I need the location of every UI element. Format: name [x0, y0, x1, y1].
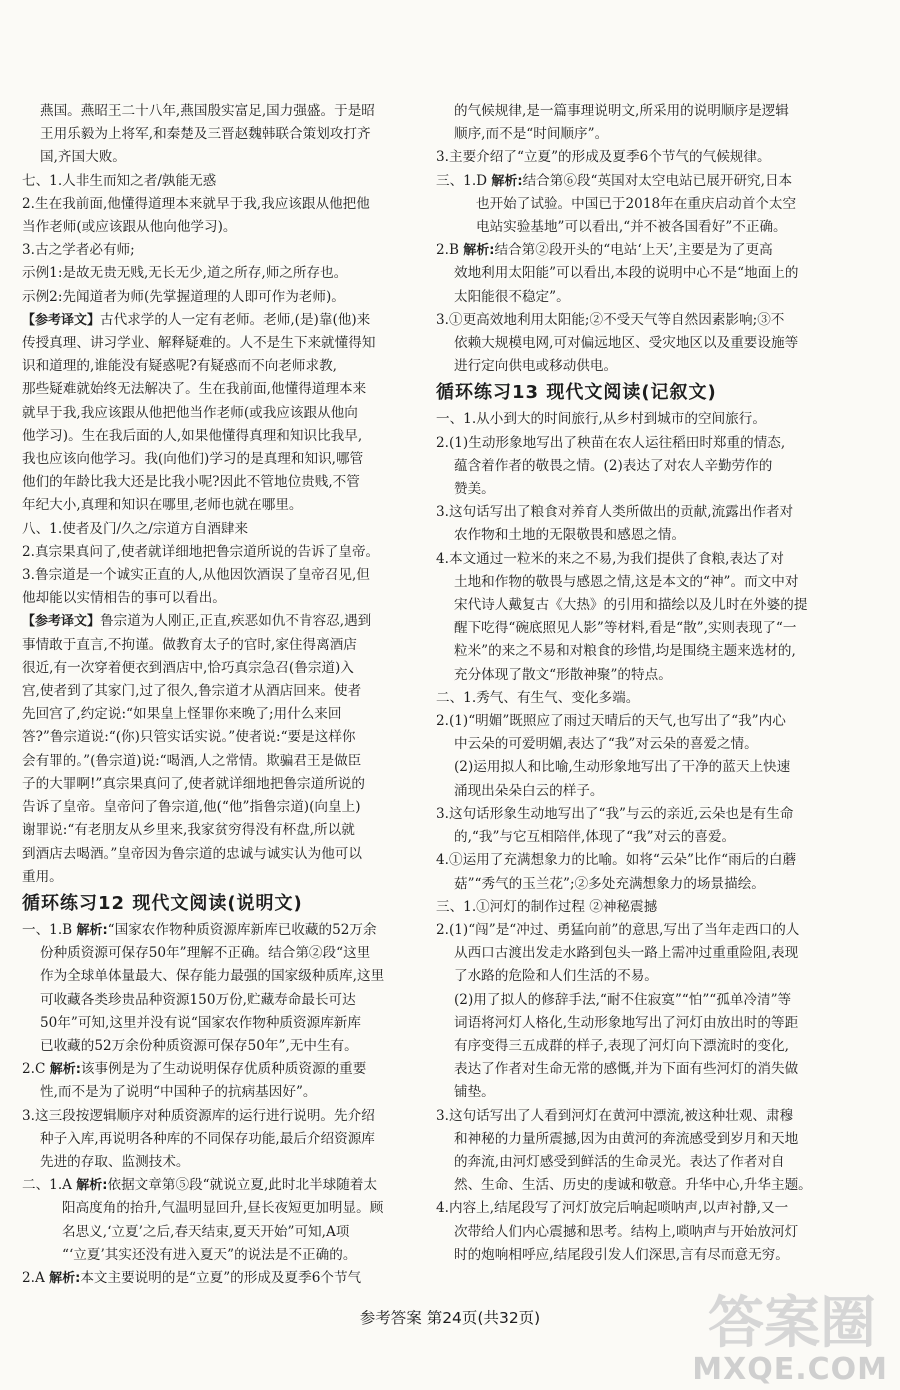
- text-line: [22, 919, 442, 942]
- label-tag: 【参考译文】: [22, 614, 101, 630]
- line-text: 该事例是为了生动说明保存优质种质资源的重要: [80, 1061, 367, 1078]
- text-line: [22, 448, 442, 471]
- text-line: [22, 610, 442, 633]
- text-line: [436, 123, 862, 146]
- section-heading: 循环练习12 现代文阅读(说明文): [22, 892, 303, 914]
- left-column: [22, 100, 442, 1290]
- line-text: 铺垫。: [454, 1084, 495, 1101]
- text-line: [22, 843, 442, 866]
- line-text: 中云朵的可爱明媚,表达了“我”对云朵的喜爱之情。: [454, 736, 758, 753]
- text-line: [436, 965, 862, 988]
- line-text: 有序变得三五成群的样子,表现了河灯向下漂流时的变化,: [454, 1037, 789, 1054]
- line-text: 4.①运用了充满想象力的比喻。如将“云朵”比作“雨后的白蘑: [436, 852, 797, 869]
- text-line: [436, 1105, 862, 1128]
- line-text: 重用。: [22, 868, 63, 885]
- line-text: 年纪大小,真理和知识在哪里,老师也就在哪里。: [22, 497, 303, 514]
- text-line: [436, 896, 862, 919]
- text-line: [436, 239, 862, 262]
- item-number: 2.A: [22, 1269, 50, 1286]
- text-line: [22, 100, 442, 123]
- line-text: 宫,使者到了其家门,过了很久,鲁宗道才从酒店回来。使者: [22, 683, 362, 700]
- item-number: 2.C: [22, 1061, 50, 1078]
- text-line: [22, 262, 442, 285]
- line-text: 可收藏各类珍贵品种资源150万份,贮藏寿命最长可达: [40, 991, 356, 1008]
- text-line: [436, 408, 862, 431]
- text-line: [436, 1174, 862, 1197]
- line-text: 了水路的危险和人们生活的不易。: [454, 968, 658, 985]
- line-text: 八、1.使者及门/久之/宗道方自酒肆来: [22, 520, 249, 537]
- text-line: [22, 1151, 442, 1174]
- line-text: 结合第②段开头的“电站‘上天’,主要是为了更高: [494, 242, 773, 259]
- text-line: [436, 262, 862, 285]
- svg-text:答案圈: 答案圈: [708, 1291, 876, 1356]
- line-text: 菇”“秀气的玉兰花”;②多处充满想象力的场景描绘。: [454, 875, 765, 892]
- line-text: 谢罪说:“有老朋友从乡里来,我家贫穷得没有杯盘,所以就: [22, 822, 355, 839]
- line-text: 本文主要说明的是“立夏”的形成及夏季6个节气: [80, 1269, 362, 1286]
- line-text: 然、生命、生活、历史的虔诚和敬意。升华中心,升华主题。: [454, 1177, 812, 1194]
- line-text: 3.古之学者必有师;: [22, 242, 135, 259]
- line-text: 种子入库,再说明各种库的不同保存功能,最后介绍资源库: [40, 1130, 375, 1147]
- text-line: [436, 100, 862, 123]
- text-line: [22, 680, 442, 703]
- text-line: [436, 873, 862, 896]
- line-text: 王用乐毅为上将军,和秦楚及三晋赵魏韩联合策划攻打齐: [40, 126, 371, 143]
- line-text: 先进的存取、监测技术。: [40, 1153, 190, 1170]
- text-line: [436, 989, 862, 1012]
- label-tag: 【参考译文】: [22, 312, 101, 328]
- line-text: 宋代诗人戴复古《大热》的引用和描绘以及儿时在外婆的提: [454, 597, 808, 614]
- text-line: [22, 750, 442, 773]
- line-text: 事情敢于直言,不拘谨。做教育太子的官时,家住得离酒店: [22, 636, 357, 653]
- text-line: [436, 617, 862, 640]
- line-text: 燕国。燕昭王二十八年,燕国殷实富足,国力强盛。于是昭: [40, 103, 375, 119]
- text-line: [436, 1081, 862, 1104]
- line-text: 的,“我”与它互相陪伴,体现了“我”对云的喜爱。: [454, 829, 736, 846]
- line-text: 3.这三段按逻辑顺序对种质资源库的运行进行说明。先介绍: [22, 1107, 375, 1124]
- text-line: [436, 1221, 862, 1244]
- text-line: [436, 478, 862, 501]
- text-line: [22, 286, 442, 309]
- label-tag: 解析:: [76, 922, 108, 938]
- line-text: 表达了作者对生命无常的感慨,并为下面有些河灯的消失做: [454, 1061, 799, 1078]
- line-text: 的气候规律,是一篇事理说明文,所采用的说明顺序是逻辑: [454, 103, 789, 119]
- line-text: 4.内容上,结尾段写了河灯放完后响起唢呐声,以声衬静,又一: [436, 1200, 789, 1217]
- line-text: 当作老师(或应该跟从他向他学习)。: [22, 219, 237, 236]
- line-text: 古代求学的人一定有老师。老师,(是)靠(他)来: [100, 311, 371, 328]
- line-text: 作为全球单体量最大、保存能力最强的国家级种质库,这里: [40, 968, 385, 985]
- line-text: 3.这句话形象生动地写出了“我”与云的亲近,云朵也是有生命: [436, 805, 794, 822]
- line-text: “国家农作物种质资源库新库已收藏的52万余: [107, 921, 377, 938]
- right-column: [436, 100, 862, 1267]
- line-text: 示例1:是故无贵无贱,无长无少,道之所存,师之所存也。: [22, 265, 348, 282]
- text-line: [436, 501, 862, 524]
- text-line: [22, 942, 442, 965]
- text-line: [22, 564, 442, 587]
- text-line: [436, 216, 862, 239]
- text-line: [436, 1151, 862, 1174]
- text-line: [436, 640, 862, 663]
- text-line: [22, 216, 442, 239]
- line-text: 农作物和土地的无限敬畏和感恩之情。: [454, 527, 686, 544]
- text-line: [436, 1197, 862, 1220]
- line-text: 赞美。: [454, 481, 495, 498]
- line-text: 他却能以实情相告的事可以看出。: [22, 590, 226, 607]
- line-text: 他学习)。生在我后面的人,如果他懂得真理和知识比我早,: [22, 427, 363, 444]
- line-text: 醒下吃得“碗底照见人影”等材料,看是“散”,实则表现了“一: [454, 620, 797, 637]
- line-text: 涌现出朵朵白云的样子。: [454, 782, 604, 799]
- text-line: [436, 193, 862, 216]
- line-text: 他们的年龄比我大还是比我小呢?因此不管地位贵贱,不管: [22, 474, 360, 491]
- text-line: [22, 1081, 442, 1104]
- text-line: [436, 594, 862, 617]
- label-tag: 解析:: [463, 243, 495, 259]
- section-heading: 循环练习13 现代文阅读(记叙文): [436, 382, 717, 404]
- line-text: 就早于我,我应该跟从他把他当作老师(或我应该跟从他向: [22, 404, 358, 421]
- line-text: “‘立夏’其实还没有进入夏天”的说法是不正确的。: [62, 1246, 357, 1263]
- line-text: 3.这句话写出了人看到河灯在黄河中漂流,被这种壮观、肃穆: [436, 1107, 794, 1124]
- line-text: 识和道理的,谁能没有疑惑呢?有疑惑而不向老师求教,: [22, 358, 337, 375]
- text-line: [22, 1267, 442, 1290]
- line-text: (2)运用拟人和比喻,生动形象地写出了干净的蓝天上快速: [454, 759, 791, 776]
- text-line: [22, 726, 442, 749]
- page-footer: 参考答案 第24页(共32页): [359, 1309, 541, 1327]
- text-line: [22, 402, 442, 425]
- text-line: [436, 756, 862, 779]
- line-text: 答?”鲁宗道说:“(你)只管实话实说。”使者说:“要是这样你: [22, 729, 356, 746]
- line-text: 依据文章第⑤段“就说立夏,此时北半球随着太: [107, 1177, 378, 1194]
- text-line: [22, 866, 442, 889]
- text-line: [436, 455, 862, 478]
- text-line: [22, 541, 442, 564]
- line-text: 粒米”的来之不易和对粮食的珍惜,均是围绕主题来选材的,: [454, 643, 796, 660]
- text-line: [22, 634, 442, 657]
- text-line: [22, 819, 442, 842]
- text-line: [22, 494, 442, 517]
- item-number: 一、1.B: [22, 921, 77, 938]
- line-text: 性,而不是为了说明“中国种子的抗病基因好”。: [40, 1084, 317, 1101]
- text-line: [436, 286, 862, 309]
- text-line: [22, 193, 442, 216]
- label-tag: 解析:: [49, 1062, 81, 1078]
- text-line: [436, 1058, 862, 1081]
- line-text: 一、1.从小到大的时间旅行,从乡村到城市的空间旅行。: [436, 411, 766, 428]
- text-line: [22, 146, 442, 169]
- line-text: 效地利用太阳能”可以看出,本段的说明中心不是“地面上的: [454, 265, 799, 282]
- text-line: [22, 239, 442, 262]
- line-text: 传授真理、讲习学业、解释疑难的。人不是生下来就懂得知: [22, 335, 376, 352]
- line-text: 也开始了试验。中国已于2018年在重庆启动首个太空: [476, 195, 797, 212]
- line-text: 蕴含着作者的敬畏之情。(2)表达了对农人辛勤劳作的: [454, 457, 773, 474]
- text-line: [22, 378, 442, 401]
- text-line: [22, 1128, 442, 1151]
- text-line: [22, 1058, 442, 1081]
- text-line: [436, 1035, 862, 1058]
- line-text: 会有罪的。”(鲁宗道)说:“喝酒,人之常情。欺骗君王是做臣: [22, 752, 362, 769]
- text-line: [22, 965, 442, 988]
- text-line: [436, 803, 862, 826]
- line-text: 3.①更高效地利用太阳能;②不受天气等自然因素影响;③不: [436, 311, 785, 328]
- line-text: 我也应该向他学习。我(向他们)学习的是真理和知识,哪管: [22, 451, 364, 468]
- line-text: 土地和作物的敬畏与感恩之情,这是本文的“神”。而文中对: [454, 573, 799, 590]
- line-text: 示例2:先闻道者为师(先掌握道理的人即可作为老师)。: [22, 288, 345, 305]
- line-text: 3.主要介绍了“立夏”的形成及夏季6个节气的气候规律。: [436, 149, 771, 166]
- text-line: [436, 780, 862, 803]
- line-text: 3.这句话写出了粮食对养育人类所做出的贡献,流露出作者对: [436, 504, 794, 521]
- line-text: 鲁宗道为人刚正,正直,疾恶如仇不肯容忍,遇到: [100, 613, 372, 630]
- text-line: [22, 425, 442, 448]
- line-text: 50年”可知,这里并没有说“国家农作物种质资源库新库: [40, 1014, 361, 1031]
- text-line: [22, 989, 442, 1012]
- text-line: [22, 657, 442, 680]
- line-text: 子的大罪啊!”真宗果真问了,使者就详细地把鲁宗道所说的: [22, 775, 365, 792]
- line-text: 阳高度角的抬升,气温明显回升,昼长夜短更加明显。顾: [62, 1200, 384, 1217]
- line-text: 电站实验基地”可以看出,“并不被各国看好”不正确。: [476, 219, 787, 236]
- text-line: [436, 919, 862, 942]
- text-line: [22, 1035, 442, 1058]
- text-line: [22, 1244, 442, 1267]
- text-line: [436, 432, 862, 455]
- text-line: [22, 796, 442, 819]
- text-line: [436, 1244, 862, 1267]
- line-text: 4.本文通过一粒米的来之不易,为我们提供了食粮,表达了对: [436, 550, 784, 567]
- item-number: 三、1.D: [436, 172, 492, 189]
- text-line: [436, 146, 862, 169]
- text-line: [22, 355, 442, 378]
- text-line: [22, 1221, 442, 1244]
- text-line: [22, 309, 442, 332]
- text-line: [436, 942, 862, 965]
- text-line: [436, 309, 862, 332]
- line-text: 2.(1)“明媚”既照应了雨过天晴后的天气,也写出了“我”内心: [436, 713, 786, 730]
- line-text: 很近,有一次穿着便衣到酒店中,恰巧真宗急召(鲁宗道)入: [22, 659, 354, 676]
- line-text: 2.(1)生动形象地写出了秧苗在农人运往稻田时郑重的情态,: [436, 434, 786, 451]
- line-text: 那些疑难就始终无法解决了。生在我前面,他懂得道理本来: [22, 381, 367, 398]
- line-text: 名思义,‘立夏’之后,春天结束,夏天开始”可知,A项: [62, 1223, 350, 1240]
- text-line: [22, 1174, 442, 1197]
- line-text: 顺序,而不是“时间顺序”。: [454, 126, 609, 143]
- text-line: [436, 1128, 862, 1151]
- text-line: [436, 571, 862, 594]
- line-text: 2.(1)“闯”是“冲过、勇猛向前”的意思,写出了当年走西口的人: [436, 921, 800, 938]
- line-text: 从西口古渡出发走水路到包头一路上需冲过重重险阻,表现: [454, 945, 799, 962]
- line-text: 国,齐国大败。: [40, 149, 126, 166]
- label-tag: 解析:: [49, 1270, 81, 1286]
- line-text: 七、1.人非生而知之者/孰能无惑: [22, 172, 217, 189]
- text-line: [22, 170, 442, 193]
- text-line: [436, 710, 862, 733]
- text-line: [436, 548, 862, 571]
- label-tag: 解析:: [76, 1178, 108, 1194]
- item-number: 二、1.A: [22, 1177, 77, 1194]
- text-line: [22, 332, 442, 355]
- line-text: 结合第⑥段“英国对太空电站已展开研究,日本: [522, 172, 793, 189]
- line-text: 已收藏的52万余份种质资源可保存50年”,无中生有。: [40, 1037, 358, 1054]
- line-text: 和神秘的力量所震撼,因为由黄河的奔流感受到岁月和天地: [454, 1130, 799, 1147]
- line-text: (2)用了拟人的修辞手法,“耐不住寂寞”“怕”“孤单冷清”等: [454, 991, 792, 1008]
- line-text: 词语将河灯人格化,生动形象地写出了河灯由放出时的等距: [454, 1014, 799, 1031]
- line-text: 2.真宗果真问了,使者就详细地把鲁宗道所说的告诉了皇帝。: [22, 543, 380, 560]
- line-text: 的奔流,由河灯感受到鲜活的生命灵光。表达了作者对自: [454, 1153, 785, 1170]
- line-text: 依赖大规模电网,可对偏远地区、受灾地区以及重要设施等: [454, 335, 799, 352]
- text-line: [436, 849, 862, 872]
- label-tag: 解析:: [491, 173, 523, 189]
- watermark-url: MXQE.COM: [692, 1352, 888, 1387]
- text-line: [22, 123, 442, 146]
- text-line: [22, 773, 442, 796]
- text-line: [22, 1197, 442, 1220]
- text-line: [436, 664, 862, 687]
- text-line: [436, 332, 862, 355]
- line-text: 先回宫了,约定说:“如果皇上怪罪你来晚了;用什么来回: [22, 706, 342, 723]
- line-text: 告诉了皇帝。皇帝问了鲁宗道,他(“他”指鲁宗道)(向皇上): [22, 799, 361, 816]
- line-text: 充分体现了散文“形散神聚”的特点。: [454, 666, 672, 683]
- line-text: 3.鲁宗道是一个诚实正直的人,从他因饮酒误了皇帝召见,但: [22, 567, 370, 584]
- text-line: [436, 170, 862, 193]
- line-text: 时的炮响相呼应,结尾段引发人们深思,言有尽而意无穷。: [454, 1246, 789, 1263]
- line-text: 三、1.①河灯的制作过程 ②神秘震撼: [436, 898, 658, 915]
- text-line: [436, 826, 862, 849]
- text-line: [22, 518, 442, 541]
- line-text: 2.生在我前面,他懂得道理本来就早于我,我应该跟从他把他: [22, 195, 370, 212]
- line-text: 份种质资源可保存50年”理解不正确。结合第②段“这里: [40, 945, 371, 962]
- text-line: [22, 1012, 442, 1035]
- text-line: [22, 587, 442, 610]
- line-text: 到酒店去喝酒。”皇帝因为鲁宗道的忠诚与诚实认为他可以: [22, 845, 362, 862]
- text-line: [22, 703, 442, 726]
- text-line: [436, 687, 862, 710]
- line-text: 次带给人们内心震撼和思考。结构上,唢呐声与开始放河灯: [454, 1223, 799, 1240]
- text-line: [436, 524, 862, 547]
- item-number: 2.B: [436, 242, 464, 259]
- text-line: [22, 1105, 442, 1128]
- text-line: [436, 733, 862, 756]
- text-line: [436, 1012, 862, 1035]
- line-text: 二、1.秀气、有生气、变化多端。: [436, 689, 640, 706]
- line-text: 太阳能很不稳定”。: [454, 288, 570, 305]
- text-line: [22, 471, 442, 494]
- text-line: [436, 355, 862, 378]
- line-text: 进行定向供电或移动供电。: [454, 358, 618, 375]
